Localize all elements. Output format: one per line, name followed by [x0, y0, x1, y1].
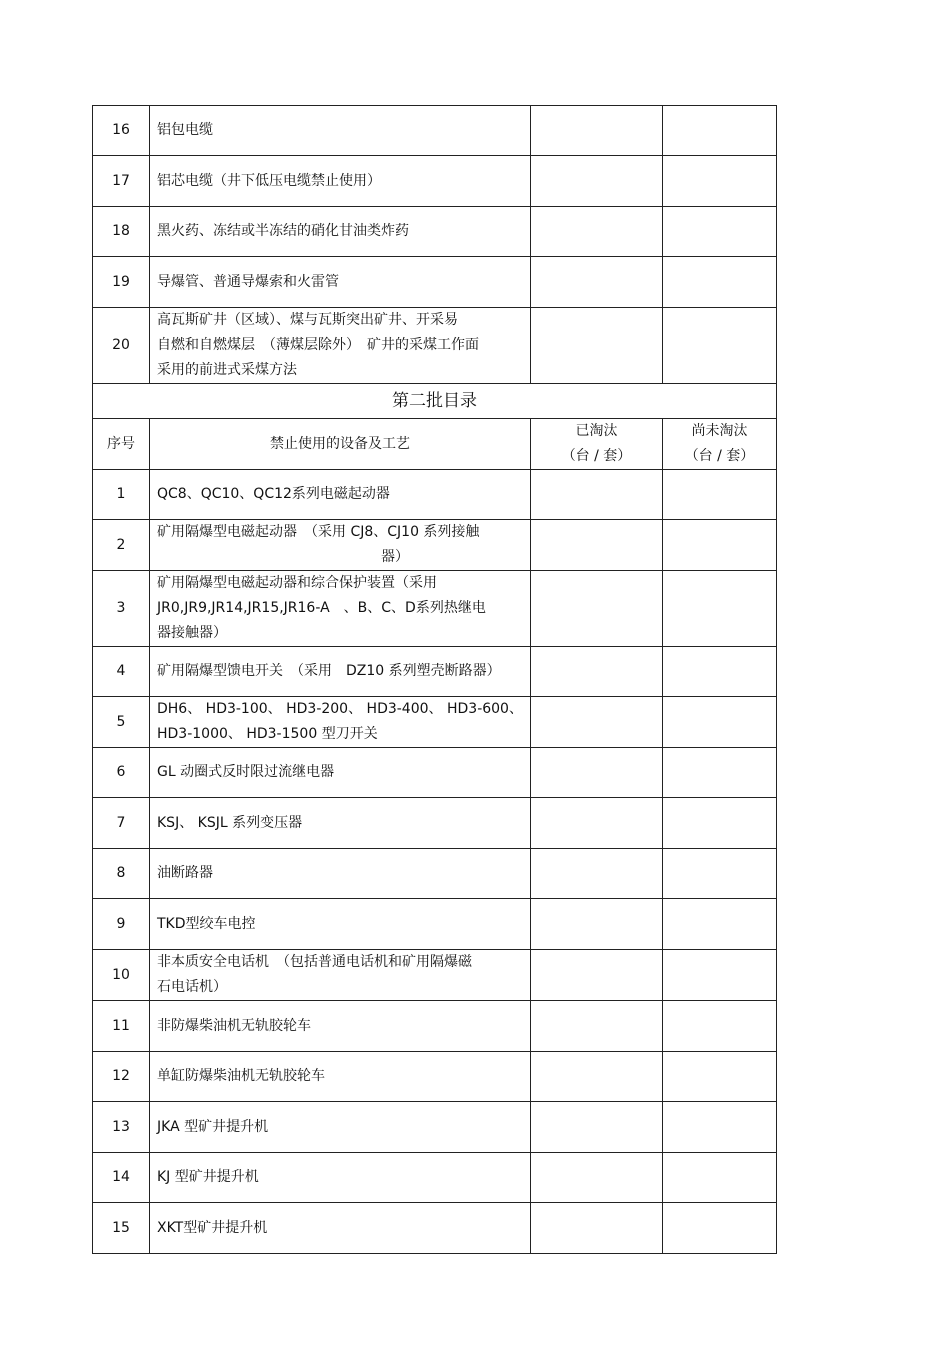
row-description: 非本质安全电话机 （包括普通电话机和矿用隔爆磁 石电话机） — [150, 950, 531, 1001]
not-eliminated-count-cell — [663, 849, 777, 899]
row-description: 矿用隔爆型电磁起动器和综合保护装置（采用 JR0,JR9,JR14,JR15,JR16-A 、B、C、D系列热继电 器接触器） — [150, 571, 531, 647]
row-number: 18 — [93, 207, 150, 257]
eliminated-count-cell — [531, 156, 663, 207]
eliminated-count-cell — [531, 950, 663, 1001]
row-number: 1 — [93, 470, 150, 520]
table-row — [93, 697, 777, 748]
row-number: 3 — [93, 571, 150, 647]
eliminated-count-cell — [531, 470, 663, 520]
second-batch-rows — [93, 470, 777, 1254]
eliminated-count-cell — [531, 1153, 663, 1203]
eliminated-count-cell — [531, 308, 663, 384]
table-row — [93, 106, 777, 156]
eliminated-count-cell — [531, 1052, 663, 1102]
not-eliminated-count-cell — [663, 470, 777, 520]
eliminated-count-cell — [531, 1001, 663, 1052]
not-eliminated-count-cell — [663, 1052, 777, 1102]
first-batch-rows — [93, 106, 777, 384]
eliminated-count-cell — [531, 106, 663, 156]
row-description: 导爆管、普通导爆索和火雷管 — [150, 257, 531, 308]
not-eliminated-count-cell — [663, 156, 777, 207]
eliminated-count-cell — [531, 697, 663, 748]
table-row — [93, 849, 777, 899]
eliminated-count-cell — [531, 647, 663, 697]
eliminated-count-cell — [531, 899, 663, 950]
table-row — [93, 950, 777, 1001]
row-number: 6 — [93, 748, 150, 798]
table-row — [93, 207, 777, 257]
row-description: TKD型绞车电控 — [150, 899, 531, 950]
row-description: JKA 型矿井提升机 — [150, 1102, 531, 1153]
table-row — [93, 1052, 777, 1102]
header-not-eliminated: 尚未淘汰 （台 / 套） — [663, 419, 777, 470]
not-eliminated-count-cell — [663, 1001, 777, 1052]
not-eliminated-count-cell — [663, 899, 777, 950]
row-description: QC8、QC10、QC12系列电磁起动器 — [150, 470, 531, 520]
not-eliminated-count-cell — [663, 697, 777, 748]
row-description: 矿用隔爆型电磁起动器 （采用 CJ8、CJ10 系列接触 器） — [150, 520, 531, 571]
row-description: GL 动圈式反时限过流继电器 — [150, 748, 531, 798]
header-row — [93, 419, 777, 470]
not-eliminated-count-cell — [663, 257, 777, 308]
table-row — [93, 257, 777, 308]
not-eliminated-count-cell — [663, 1153, 777, 1203]
not-eliminated-count-cell — [663, 308, 777, 384]
eliminated-count-cell — [531, 849, 663, 899]
eliminated-count-cell — [531, 1102, 663, 1153]
row-description: KSJ、 KSJL 系列变压器 — [150, 798, 531, 849]
not-eliminated-count-cell — [663, 748, 777, 798]
row-description: 油断路器 — [150, 849, 531, 899]
eliminated-count-cell — [531, 798, 663, 849]
row-number: 5 — [93, 697, 150, 748]
table-row — [93, 156, 777, 207]
header-desc: 禁止使用的设备及工艺 — [150, 419, 531, 470]
row-number: 2 — [93, 520, 150, 571]
row-number: 4 — [93, 647, 150, 697]
table-row — [93, 647, 777, 697]
row-description: DH6、 HD3-100、 HD3-200、 HD3-400、 HD3-600、 HD3-1000、 HD3-1500 型刀开关 — [150, 697, 531, 748]
row-number: 7 — [93, 798, 150, 849]
row-number: 13 — [93, 1102, 150, 1153]
row-description: 高瓦斯矿井（区域）、煤与瓦斯突出矿井、开采易 自燃和自燃煤层 （薄煤层除外） 矿井的采煤工作面 采用的前进式采煤方法 — [150, 308, 531, 384]
not-eliminated-count-cell — [663, 106, 777, 156]
row-description: 黑火药、冻结或半冻结的硝化甘油类炸药 — [150, 207, 531, 257]
not-eliminated-count-cell — [663, 520, 777, 571]
not-eliminated-count-cell — [663, 207, 777, 257]
row-description: KJ 型矿井提升机 — [150, 1153, 531, 1203]
eliminated-count-cell — [531, 207, 663, 257]
header-eliminated: 已淘汰 （台 / 套） — [531, 419, 663, 470]
second-batch-header — [93, 384, 777, 470]
not-eliminated-count-cell — [663, 571, 777, 647]
table-row — [93, 520, 777, 571]
row-number: 14 — [93, 1153, 150, 1203]
row-number: 11 — [93, 1001, 150, 1052]
equipment-table — [92, 105, 777, 1254]
table-row — [93, 1001, 777, 1052]
eliminated-count-cell — [531, 520, 663, 571]
eliminated-count-cell — [531, 257, 663, 308]
row-description: XKT型矿井提升机 — [150, 1203, 531, 1254]
not-eliminated-count-cell — [663, 647, 777, 697]
row-number: 8 — [93, 849, 150, 899]
row-number: 9 — [93, 899, 150, 950]
row-description: 铝包电缆 — [150, 106, 531, 156]
row-description: 矿用隔爆型馈电开关 （采用 DZ10 系列塑壳断路器） — [150, 647, 531, 697]
table-row — [93, 1102, 777, 1153]
section-title-row — [93, 384, 777, 419]
eliminated-count-cell — [531, 1203, 663, 1254]
eliminated-count-cell — [531, 748, 663, 798]
section-title: 第二批目录 — [93, 384, 777, 419]
row-number: 16 — [93, 106, 150, 156]
row-number: 19 — [93, 257, 150, 308]
table-row — [93, 899, 777, 950]
row-description: 单缸防爆柴油机无轨胶轮车 — [150, 1052, 531, 1102]
not-eliminated-count-cell — [663, 950, 777, 1001]
table-row — [93, 308, 777, 384]
row-number: 20 — [93, 308, 150, 384]
row-number: 10 — [93, 950, 150, 1001]
table-row — [93, 1153, 777, 1203]
eliminated-count-cell — [531, 571, 663, 647]
row-number: 15 — [93, 1203, 150, 1254]
table-row — [93, 470, 777, 520]
not-eliminated-count-cell — [663, 1102, 777, 1153]
table-row — [93, 571, 777, 647]
row-number: 12 — [93, 1052, 150, 1102]
row-description: 非防爆柴油机无轨胶轮车 — [150, 1001, 531, 1052]
table-row — [93, 798, 777, 849]
table-row — [93, 1203, 777, 1254]
row-number: 17 — [93, 156, 150, 207]
not-eliminated-count-cell — [663, 798, 777, 849]
row-description: 铝芯电缆（井下低压电缆禁止使用） — [150, 156, 531, 207]
table-row — [93, 748, 777, 798]
not-eliminated-count-cell — [663, 1203, 777, 1254]
header-no: 序号 — [93, 419, 150, 470]
